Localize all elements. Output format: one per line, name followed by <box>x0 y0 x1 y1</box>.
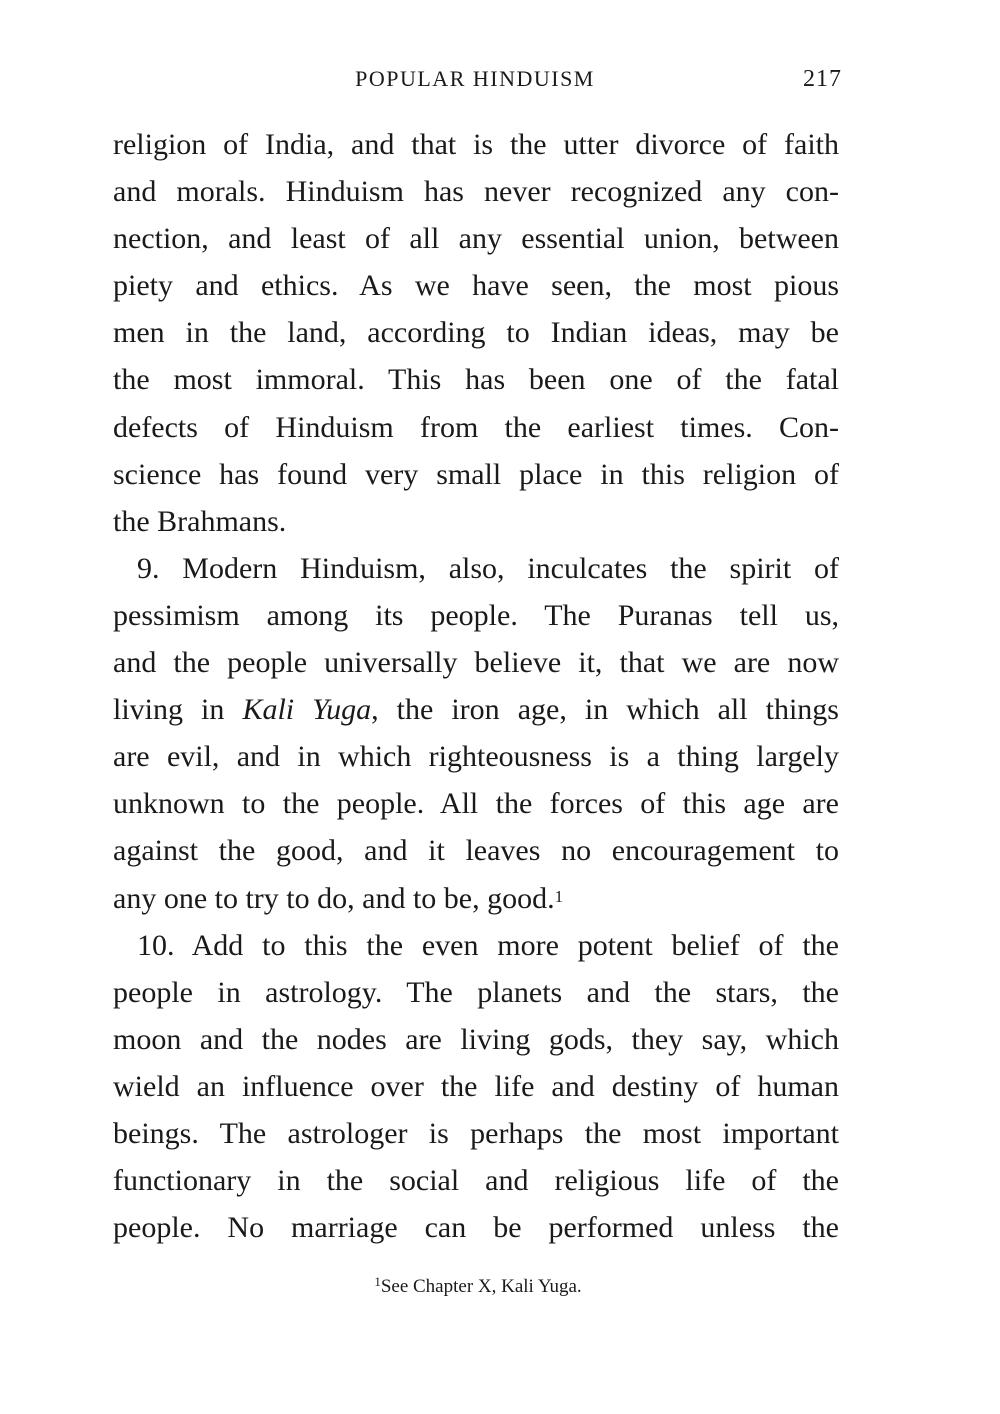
line-text-after: , the iron age, in which all things <box>371 693 839 727</box>
text-line: pessimism among its people. The Puranas tell us, <box>113 598 839 632</box>
text-line: defects of Hinduism from the earliest times. Con- <box>113 410 839 444</box>
text-line: men in the land, according to Indian ideas, may be <box>113 316 839 350</box>
text-line: beings. The astrologer is perhaps the most important <box>113 1116 839 1150</box>
paragraph-1 <box>113 121 839 545</box>
footnote-marker: 1 <box>374 1274 381 1289</box>
body-text <box>113 121 839 1251</box>
text-line: against the good, and it leaves no encouragement to <box>113 834 839 868</box>
line-text: any one to try to do, and to be, good. <box>113 881 555 915</box>
line-text-before: living in <box>113 693 243 727</box>
footnote-text: See Chapter X, Kali Yuga. <box>380 1276 582 1297</box>
page-number: 217 <box>803 66 842 92</box>
text-line: religion of India, and that is the utter divorce of faith <box>113 128 839 161</box>
text-line: 10. Add to this the even more potent belief of the <box>137 928 839 962</box>
text-line: wield an influence over the life and destiny of human <box>113 1069 839 1103</box>
footnote-reference[interactable]: 1 <box>554 886 564 906</box>
footnote <box>0 1276 956 1298</box>
paragraph-3 <box>113 922 839 1252</box>
text-line: are evil, and in which righteousness is a thing largely <box>113 740 839 774</box>
text-line: and the people universally believe it, that we are now <box>113 646 839 680</box>
paragraph-2 <box>113 545 839 922</box>
text-line: nection, and least of all any essential union, between <box>113 222 839 256</box>
text-line <box>113 686 839 733</box>
text-line: science has found very small place in this religion of <box>113 457 839 491</box>
running-head <box>0 66 1000 96</box>
italic-term: Kali Yuga <box>242 693 372 727</box>
text-line: the most immoral. This has been one of the fatal <box>113 363 839 397</box>
text-line: functionary in the social and religious life of the <box>113 1164 839 1198</box>
text-line: people. No marriage can be performed unless the <box>113 1211 839 1245</box>
text-line: 9. Modern Hinduism, also, inculcates the spirit of <box>137 551 839 585</box>
text-line <box>113 875 839 922</box>
text-line: the Brahmans. <box>113 504 287 538</box>
text-line: and morals. Hinduism has never recognized any con- <box>113 175 839 209</box>
text-line: moon and the nodes are living gods, they say, which <box>113 1022 839 1056</box>
running-title: POPULAR HINDUISM <box>355 66 595 91</box>
text-line: unknown to the people. All the forces of this age are <box>113 787 839 821</box>
text-line: people in astrology. The planets and the stars, the <box>113 975 839 1009</box>
text-line: piety and ethics. As we have seen, the most pious <box>113 269 839 303</box>
